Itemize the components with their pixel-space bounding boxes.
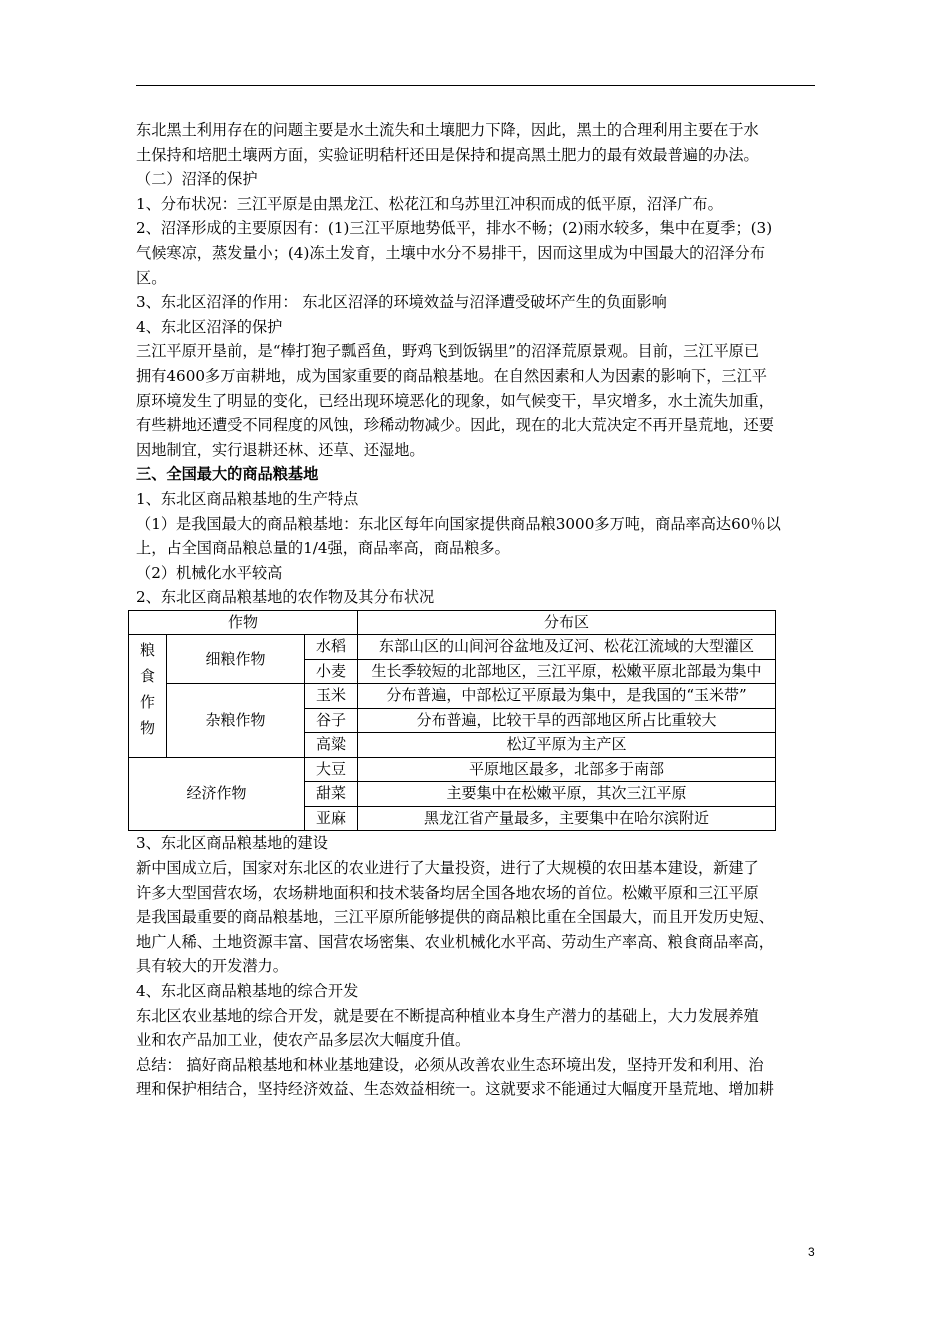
- text-line: （二）沼泽的保护: [136, 170, 258, 189]
- header-area: 分布区: [358, 610, 776, 635]
- crop-name: 水稻: [305, 635, 358, 660]
- text-line: 上，占全国商品粮总量的1/4强，商品率高，商品粮多。: [136, 539, 510, 558]
- bottom-paragraphs: [136, 831, 818, 1102]
- crop-area: 平原地区最多，北部多于南部: [358, 757, 776, 782]
- crop-area: 东部山区的山间河谷盆地及辽河、松花江流域的大型灌区: [358, 635, 776, 660]
- text-line: 拥有4600多万亩耕地，成为国家重要的商品粮基地。在自然因素和人为因素的影响下，三江平: [136, 366, 767, 385]
- text-line: 许多大型国营农场，农场耕地面积和技术装备均居全国各地农场的首位。松嫩平原和三江平原: [136, 883, 759, 902]
- grain-label-cell: [129, 635, 167, 758]
- top-paragraphs: [136, 118, 818, 462]
- text-line: 4、东北区沼泽的保护: [136, 317, 283, 336]
- text-line: 是我国最重要的商品粮基地，三江平原所能够提供的商品粮比重在全国最大，而且开发历史短、: [136, 908, 774, 927]
- page-number: 3: [808, 1245, 815, 1259]
- crop-name: 玉米: [305, 684, 358, 709]
- crop-distribution-table: [128, 610, 776, 832]
- text-line: 3、东北区沼泽的作用： 东北区沼泽的环境效益与沼泽遭受破坏产生的负面影响: [136, 293, 667, 312]
- text-line: 4、东北区商品粮基地的综合开发: [136, 981, 359, 1000]
- table-row: [129, 635, 776, 660]
- crop-name: 小麦: [305, 659, 358, 684]
- header-rule: [136, 85, 815, 86]
- text-line: 1、东北区商品粮基地的生产特点: [136, 489, 359, 508]
- text-line: 地广人稀、土地资源丰富、国营农场密集、农业机械化水平高、劳动生产率高、粮食商品率高，: [136, 932, 774, 951]
- grain-label: 粮食作物: [140, 641, 156, 738]
- text-line: 三江平原开垦前，是“棒打狍子瓢舀鱼，野鸡飞到饭锅里”的沼泽荒原景观。目前，三江平原已: [136, 342, 760, 361]
- text-line: 土保持和培肥土壤两方面，实验证明秸杆还田是保持和提高黑土肥力的最有效最普遍的办法。: [136, 145, 759, 164]
- text-line: 理和保护相结合，坚持经济效益、生态效益相统一。这就要求不能通过大幅度开垦荒地、增加耕: [136, 1080, 774, 1099]
- text-line: 2、东北区商品粮基地的农作物及其分布状况: [136, 588, 435, 607]
- crop-name: 谷子: [305, 708, 358, 733]
- crop-area: 生长季较短的北部地区，三江平原，松嫩平原北部最为集中: [358, 659, 776, 684]
- text-line: 气候寒凉，蒸发量小；(4)冻土发育，土壤中水分不易排干，因而这里成为中国最大的沼泽分布: [136, 243, 766, 262]
- mid-paragraphs: [136, 487, 818, 610]
- text-line: 新中国成立后，国家对东北区的农业进行了大量投资，进行了大规模的农田基本建设，新建了: [136, 858, 759, 877]
- table-row: [129, 757, 776, 782]
- crop-area: 松辽平原为主产区: [358, 733, 776, 758]
- text-line: 具有较大的开发潜力。: [136, 957, 288, 976]
- text-line: （2）机械化水平较高: [136, 563, 283, 582]
- table-header-row: [129, 610, 776, 635]
- section-heading: 三、全国最大的商品粮基地: [136, 465, 319, 484]
- text-line: 东北区农业基地的综合开发，就是要在不断提高种植业本身生产潜力的基础上，大力发展养殖: [136, 1006, 759, 1025]
- text-line: 区。: [136, 268, 167, 287]
- text-line: 1、分布状况：三江平原是由黑龙江、松花江和乌苏里江冲积而成的低平原，沼泽广布。: [136, 194, 723, 213]
- document-body: [136, 118, 818, 1102]
- text-line: （1）是我国最大的商品粮基地：东北区每年向国家提供商品粮3000多万吨，商品率高达60％以: [136, 514, 781, 533]
- crop-area: 黑龙江省产量最多，主要集中在哈尔滨附近: [358, 806, 776, 831]
- text-line: 原环境发生了明显的变化，已经出现环境恶化的现象，如气候变干，旱灾增多，水土流失加重，: [136, 391, 774, 410]
- crop-area: 分布普遍，比较干旱的西部地区所占比重较大: [358, 708, 776, 733]
- text-line: 东北黑土利用存在的问题主要是水土流失和土壤肥力下降，因此，黑土的合理利用主要在于水: [136, 121, 759, 139]
- crop-name: 高粱: [305, 733, 358, 758]
- text-line: 有些耕地还遭受不同程度的风蚀，珍稀动物减少。因此，现在的北大荒决定不再开垦荒地，还要: [136, 416, 774, 435]
- crop-area: 主要集中在松嫩平原，其次三江平原: [358, 782, 776, 807]
- text-line: 因地制宜，实行退耕还林、还草、还湿地。: [136, 440, 425, 459]
- crop-name: 大豆: [305, 757, 358, 782]
- crop-name: 亚麻: [305, 806, 358, 831]
- coarse-grain-label: 杂粮作物: [167, 684, 305, 758]
- text-line: 2、沼泽形成的主要原因有：(1)三江平原地势低平，排水不畅；(2)雨水较多，集中在夏季；(3): [136, 219, 773, 238]
- economic-label: 经济作物: [129, 757, 305, 831]
- text-line: 业和农产品加工业，使农产品多层次大幅度升值。: [136, 1031, 471, 1050]
- fine-grain-label: 细粮作物: [167, 635, 305, 684]
- header-crop: 作物: [129, 610, 358, 635]
- table-row: [129, 684, 776, 709]
- crop-area: 分布普遍，中部松辽平原最为集中，是我国的“玉米带”: [358, 684, 776, 709]
- crop-name: 甜菜: [305, 782, 358, 807]
- text-line: 3、东北区商品粮基地的建设: [136, 834, 328, 853]
- text-line: 总结： 搞好商品粮基地和林业基地建设，必须从改善农业生态环境出发，坚持开发和利用、治: [136, 1055, 764, 1074]
